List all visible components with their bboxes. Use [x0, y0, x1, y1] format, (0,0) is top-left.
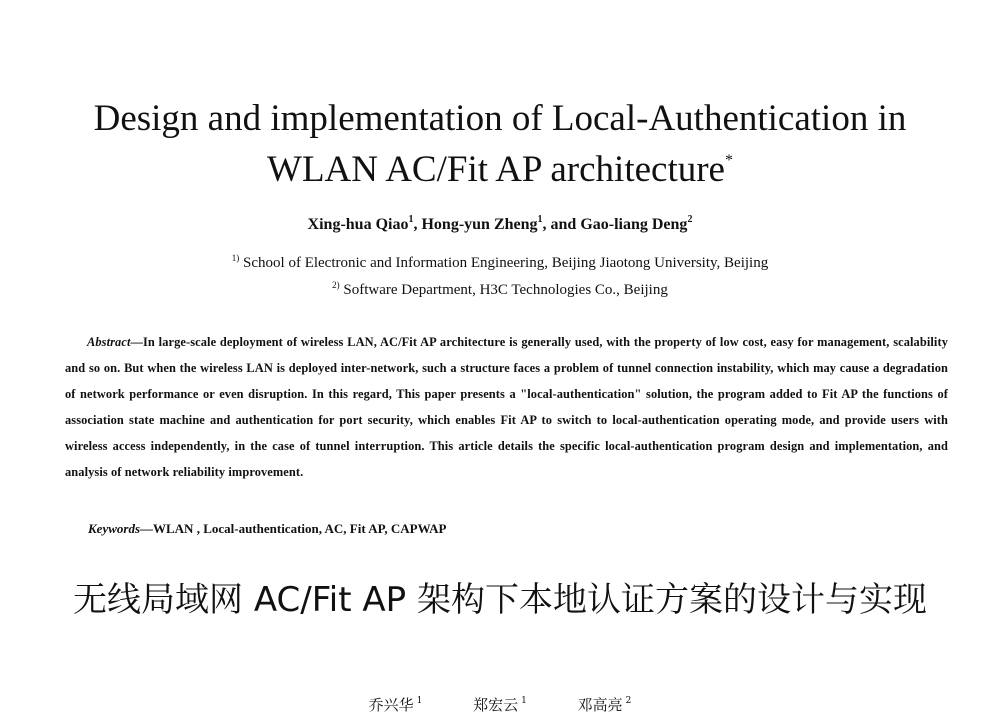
chinese-author-mark: 1: [416, 696, 423, 706]
author-separator: , and: [542, 216, 581, 233]
affiliation-mark: 2): [332, 280, 340, 290]
author-list: [0, 209, 1000, 236]
affiliation-1: [0, 248, 1000, 273]
affiliation-text: Software Department, H3C Technologies Co., Beijing: [339, 282, 668, 298]
abstract-label: Abstract: [87, 335, 131, 349]
chinese-author-mark: 1: [521, 696, 527, 706]
chinese-author-name: 乔兴华: [368, 696, 414, 714]
author-name: Xing-hua Qiao: [307, 216, 409, 233]
paper-title: [50, 98, 950, 191]
keywords: [88, 518, 446, 540]
chinese-author: [369, 690, 423, 716]
affiliation-2: [0, 275, 1000, 300]
chinese-author: [473, 690, 527, 716]
abstract: [65, 329, 948, 485]
keywords-text: —WLAN , Local-authentication, AC, Fit AP, CAPWAP: [140, 521, 447, 536]
chinese-author: [578, 690, 632, 716]
author-name: Gao-liang Deng: [580, 216, 688, 233]
keywords-label: Keywords: [88, 521, 140, 536]
title-footnote-mark: *: [724, 152, 733, 169]
affiliation-text: School of Electronic and Information Engineering, Beijing Jiaotong University, Beijing: [239, 255, 769, 271]
author-affiliation-mark: 1: [408, 214, 414, 225]
author-affiliation-mark: 1: [537, 214, 543, 225]
author-name: Hong-yun Zheng: [421, 216, 538, 233]
title-line-2-text: WLAN AC/Fit AP architecture: [267, 149, 725, 190]
abstract-text: —In large-scale deployment of wireless LAN, AC/Fit AP architecture is generally used, with the property of low cost, easy for management, scalability and so on. But when the wireless LAN is deployed inter-network, such a structure faces a problem of tunnel connection instability, which may cause a degradation of network performance or even disruption. In this regard, This paper presents a "local-authentication" solution, the program added to Fit AP the functions of association state machine and authentication for port security, which enables Fit AP to switch to local-authentication operating mode, and provide users with wireless access independently, in the case of tunnel interruption. This article details the specific local-authentication program design and implementation, and analysis of network reliability improvement.: [65, 335, 948, 479]
author-separator: ,: [413, 216, 422, 233]
title-line-2: [50, 140, 950, 191]
chinese-author-list: [0, 690, 1000, 716]
chinese-author-mark: 2: [625, 696, 632, 706]
chinese-author-name: 郑宏云: [473, 696, 519, 714]
affiliation-mark: 1): [231, 253, 240, 263]
author-affiliation-mark: 2: [687, 214, 693, 225]
chinese-author-name: 邓高亮: [577, 696, 623, 714]
chinese-title: 无线局域网 AC/Fit AP 架构下本地认证方案的设计与实现: [73, 580, 927, 620]
title-line-1: Design and implementation of Local-Authentication in: [93, 98, 907, 139]
